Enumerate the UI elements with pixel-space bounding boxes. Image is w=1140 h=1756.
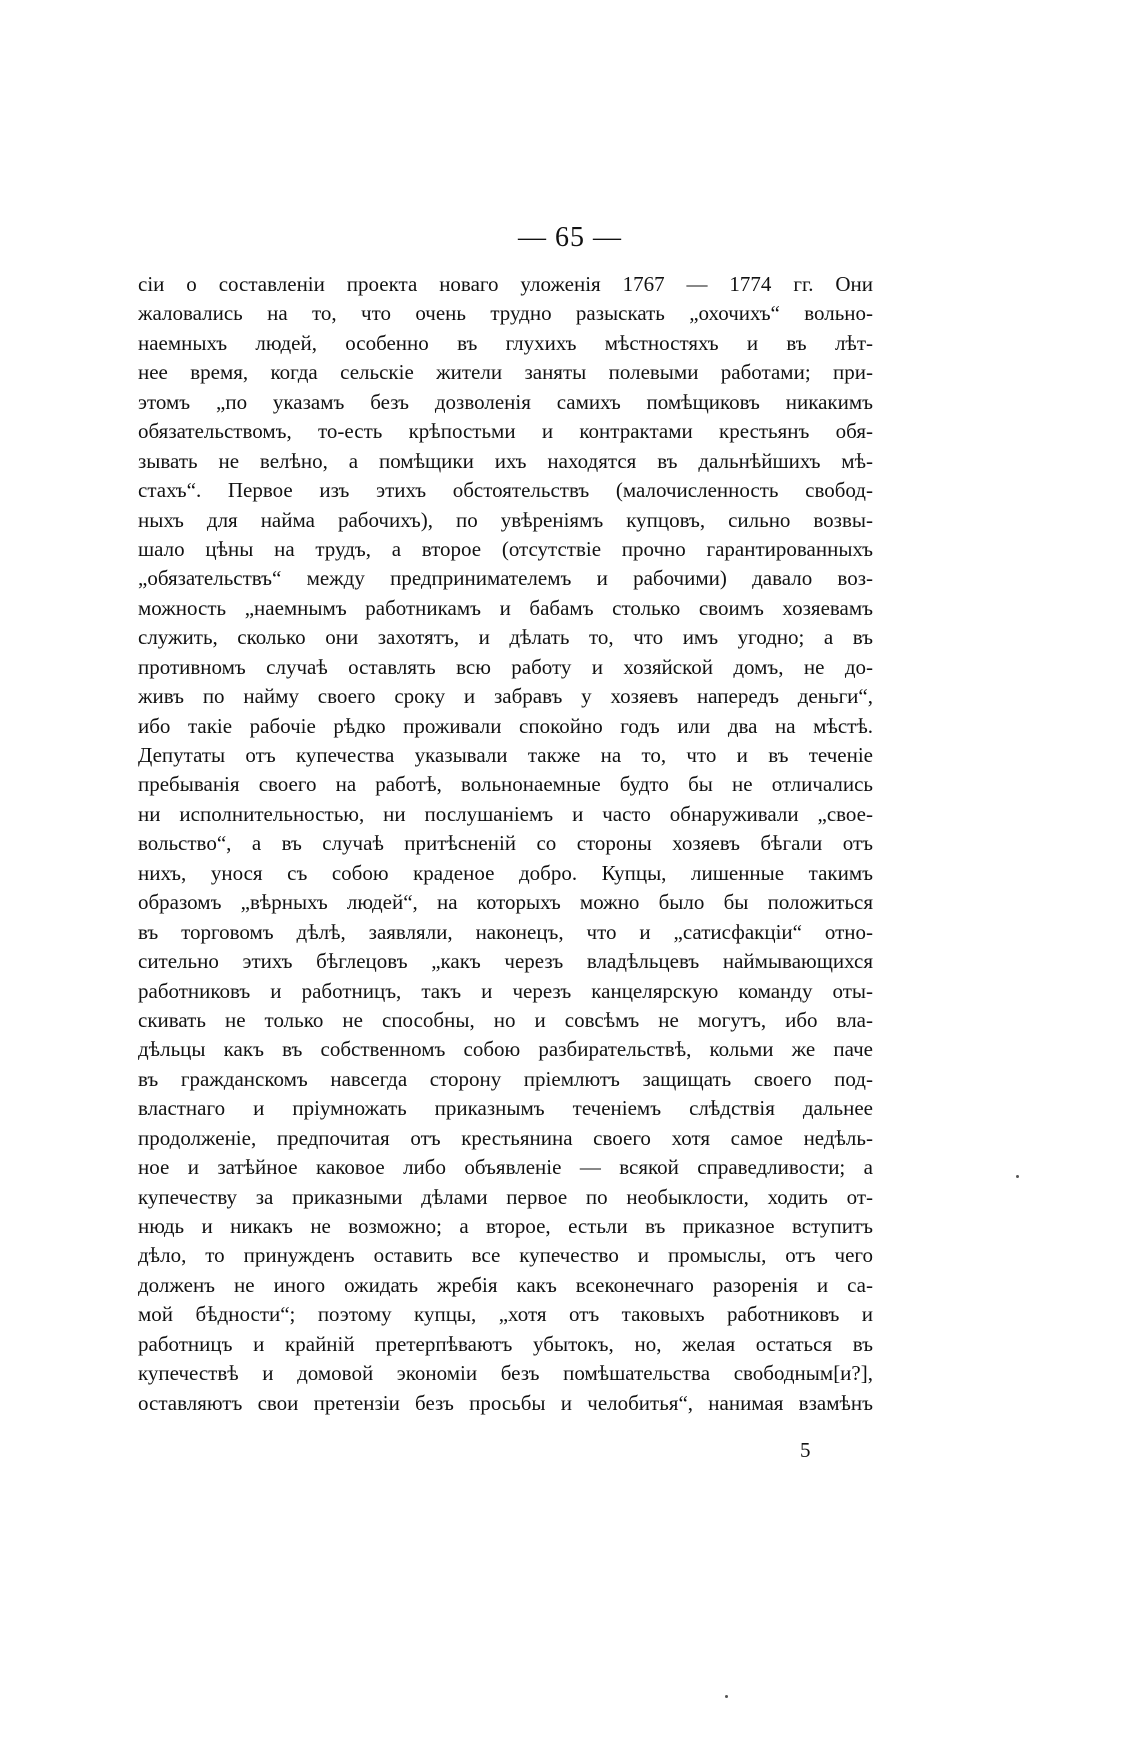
text-line: дѣло, то принужденъ оставить все купечество и промыслы, отъ чего: [138, 1243, 873, 1268]
signature-mark: 5: [800, 1438, 811, 1462]
text-line: стахъ“. Первое изъ этихъ обстоятельствъ (малочисленность свобод-: [138, 478, 873, 503]
text-line: ни исполнительностью, ни послушаніемъ и часто обнаруживали „свое-: [138, 801, 873, 826]
text-line: купечествѣ и домовой экономіи безъ помѣшательства свободным[и?],: [138, 1361, 873, 1386]
text-line: нихъ, унося съ собою краденое добро. Купцы, лишенные такимъ: [138, 860, 873, 885]
text-line: можность „наемнымъ работникамъ и бабамъ столько своимъ хозяевамъ: [138, 595, 873, 620]
text-line: мой бѣдности“; поэтому купцы, „хотя отъ таковыхъ работниковъ и: [138, 1302, 873, 1327]
text-line: долженъ не иного ожидать жребія какъ всеконечнаго разоренія и са-: [138, 1272, 873, 1297]
print-speck: [725, 1695, 728, 1698]
text-line: купечеству за приказными дѣлами первое по необыклости, ходить от-: [138, 1184, 873, 1209]
text-line: дѣльцы какъ въ собственномъ собою разбирательствѣ, кольми же паче: [138, 1037, 873, 1062]
text-line: Депутаты отъ купечества указывали также на то, что и въ теченіе: [138, 743, 873, 767]
text-line: обязательствомъ, то-есть крѣпостьми и контрактами крестьянъ обя-: [138, 419, 873, 444]
text-line: пребыванія своего на работѣ, вольнонаемные будто бы не отличались: [138, 772, 873, 797]
text-line: въ гражданскомъ навсегда сторону пріемлютъ защищать своего под-: [138, 1066, 873, 1091]
text-line: наемныхъ людей, особенно въ глухихъ мѣстностяхъ и въ лѣт-: [138, 330, 873, 355]
text-line: ныхъ для найма рабочихъ), по увѣреніямъ купцовъ, сильно возвы-: [138, 507, 873, 532]
text-line: продолженіе, предпочитая отъ крестьянина своего хотя самое недѣль-: [138, 1125, 873, 1150]
text-line: живъ по найму своего сроку и забравъ у хозяевъ напередъ деньги“,: [138, 684, 873, 709]
text-line: нюдь и никакъ не возможно; а второе, естьли въ приказное вступитъ: [138, 1214, 873, 1238]
text-line: ное и затѣйное каковое либо объявленіе — всякой справедливости; а: [138, 1155, 873, 1180]
print-speck: [1016, 1175, 1019, 1178]
text-line: оставляютъ свои претензіи безъ просьбы и челобитья“, нанимая взамѣнъ: [138, 1390, 873, 1415]
text-line: вольство“, а въ случаѣ притѣсненій со стороны хозяевъ бѣгали отъ: [138, 831, 873, 856]
text-line: властнаго и пріумножать приказнымъ теченіемъ слѣдствія дальнее: [138, 1096, 873, 1121]
text-line: скивать не только не способны, но и совсѣмъ не могутъ, ибо вла-: [138, 1007, 873, 1032]
text-line: нее время, когда сельскіе жители заняты полевыми работами; при-: [138, 360, 873, 385]
text-line: въ торговомъ дѣлѣ, заявляли, наконецъ, что и „сатисфакціи“ отно-: [138, 919, 873, 944]
text-line: жаловались на то, что очень трудно разыскать „охочихъ“ вольно-: [138, 301, 873, 326]
text-line: образомъ „вѣрныхъ людей“, на которыхъ можно было бы положиться: [138, 890, 873, 915]
text-line: шало цѣны на трудъ, а второе (отсутствіе прочно гарантированныхъ: [138, 536, 873, 561]
text-line: работниковъ и работницъ, такъ и черезъ канцелярскую команду оты-: [138, 978, 873, 1003]
text-line: „обязательствъ“ между предпринимателемъ и рабочими) давало воз-: [138, 566, 873, 591]
text-line: сительно этихъ бѣглецовъ „какъ черезъ владѣльцевъ наймывающихся: [138, 949, 873, 974]
body-text: [138, 270, 873, 1418]
text-line: работницъ и крайній претерпѣваютъ убытокъ, но, желая остаться въ: [138, 1331, 873, 1356]
text-line: противномъ случаѣ оставлять всю работу и хозяйской домъ, не до-: [138, 654, 873, 679]
text-line: этомъ „по указамъ безъ дозволенія самихъ помѣщиковъ никакимъ: [138, 389, 873, 414]
text-line: ибо такіе рабочіе рѣдко проживали спокойно годъ или два на мѣстѣ.: [138, 713, 873, 738]
text-line: сіи о составленіи проекта новаго уложенія 1767 — 1774 гг. Они: [138, 272, 873, 296]
page-number: — 65 —: [518, 222, 622, 253]
text-line: служить, сколько они захотятъ, и дѣлать то, что имъ угодно; а въ: [138, 625, 873, 650]
text-line: зывать не велѣно, а помѣщики ихъ находятся въ дальнѣйшихъ мѣ-: [138, 448, 873, 473]
